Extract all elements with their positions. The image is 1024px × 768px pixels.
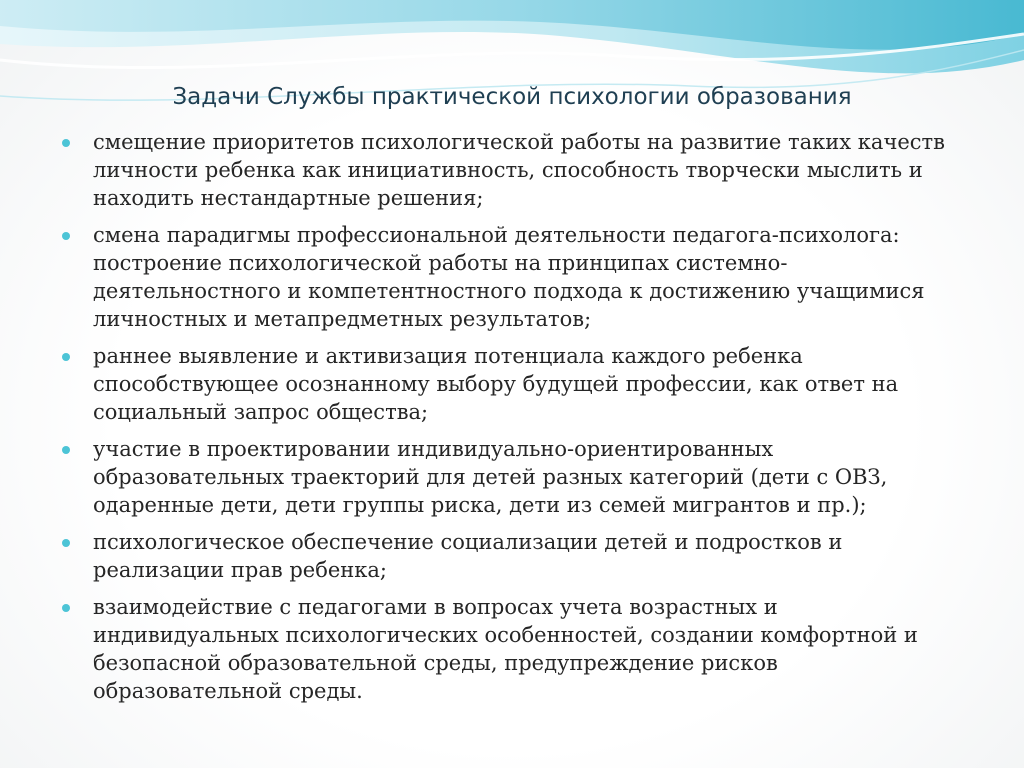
list-item-text: смена парадигмы профессиональной деятельности педагога-психолога: построение психологической работы на принципах системно-деятельностного и компетентностного подхода к достижению учащимися личностных и метапредметных результатов;	[93, 223, 925, 331]
decorative-wave-banner	[0, 0, 1024, 130]
bullet-dot-icon	[62, 604, 70, 612]
list-item	[62, 342, 967, 426]
list-item-text: раннее выявление и активизация потенциала каждого ребенка способствующее осознанному выбору будущей профессии, как ответ на социальный запрос общества;	[93, 344, 899, 424]
list-item	[62, 593, 967, 705]
bullet-dot-icon	[62, 139, 70, 147]
bullet-list	[62, 128, 967, 714]
bullet-dot-icon	[62, 232, 70, 240]
list-item-text: психологическое обеспечение социализации детей и подростков и реализации прав ребенка;	[93, 530, 843, 582]
list-item	[62, 221, 967, 333]
bullet-dot-icon	[62, 446, 70, 454]
list-item-text: взаимодействие с педагогами в вопросах учета возрастных и индивидуальных психологических особенностей, создании комфортной и безопасной образовательной среды, предупреждение рисков образовательной среды.	[93, 595, 918, 703]
list-item	[62, 528, 967, 584]
bullet-dot-icon	[62, 353, 70, 361]
list-item-text: участие в проектировании индивидуально-ориентированных образовательных траекторий для детей разных категорий (дети с ОВЗ, одаренные дети, дети группы риска, дети из семей мигрантов и пр.);	[93, 437, 888, 517]
list-item	[62, 128, 967, 212]
list-item	[62, 435, 967, 519]
list-item-text: смещение приоритетов психологической работы на развитие таких качеств личности ребенка как инициативность, способность творчески мыслить и находить нестандартные решения;	[93, 130, 945, 210]
slide-title: Задачи Службы практической психологии образования	[172, 84, 852, 110]
bullet-dot-icon	[62, 539, 70, 547]
